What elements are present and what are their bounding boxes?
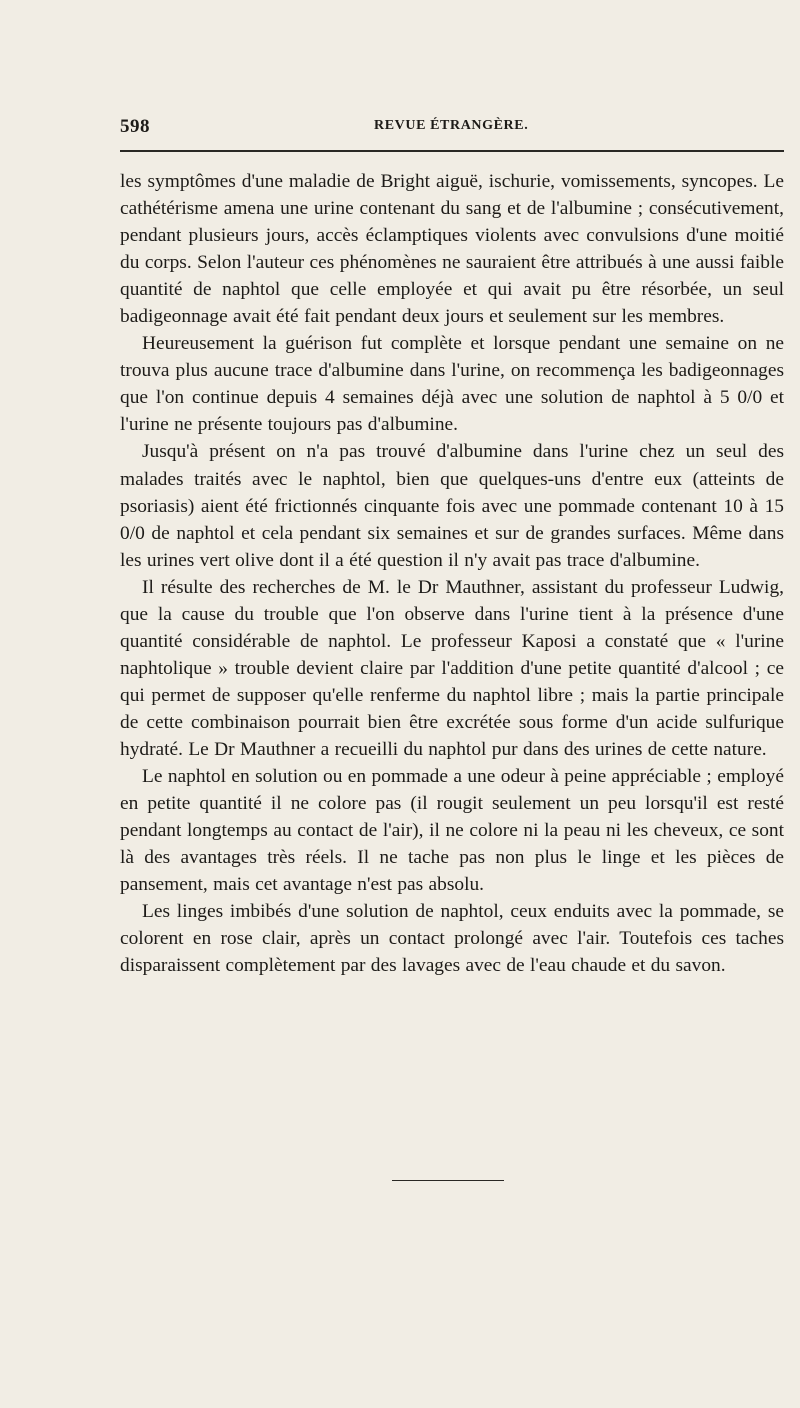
paragraph-mauthner-research: Il résulte des recherches de M. le Dr Mauthner, assistant du professeur Ludwig, que la cause du trouble que l'on observe dans l'urine tient à la présence d'une quantité considérable de naphtol. Le professeur Kaposi a constaté que « l'urine naphtolique » trouble devient claire par l'addition d'une petite quantité d'alcool ; ce qui permet de supposer qu'elle renferme du naphtol libre ; mais la partie principale de cette combinaison pourrait bien être excrétée sous forme d'un acide sulfurique hydraté. Le Dr Mauthner a recueilli du naphtol pur dans des urines de cette nature. [120, 576, 784, 760]
running-title: REVUE ÉTRANGÈRE. [374, 118, 529, 133]
section-end-rule [392, 1180, 504, 1181]
page-number: 598 [120, 116, 150, 137]
header-rule [120, 150, 784, 152]
paragraph-linen-stains: Les linges imbibés d'une solution de naphtol, ceux enduits avec la pommade, se colorent en rose clair, après un contact prolongé avec l'air. Toutefois ces taches disparaissent complètement par des lavages avec de l'eau chaude et du savon. [120, 901, 784, 977]
paragraph-continuation: les symptômes d'une maladie de Bright aiguë, ischurie, vomissements, syncopes. Le cathétérisme amena une urine contenant du sang et de l'albumine ; consécutivement, pendant plusieurs jours, accès éclamptiques violents avec convulsions d'une moitié du corps. Selon l'auteur ces phénomènes ne sauraient être attribués à une aussi faible quantité de naphtol que celle employée et qui avait pu être résorbée, un seul badigeonnage avait été fait pendant deux jours et seulement sur les membres. [120, 171, 784, 328]
body-text [120, 168, 784, 979]
page-header [120, 116, 784, 140]
paragraph-recovery: Heureusement la guérison fut complète et lorsque pendant une semaine on ne trouva plus aucune trace d'albumine dans l'urine, on recommença les badigeonnages que l'on continue depuis 4 semaines déjà avec une solution de naphtol à 5 0/0 et l'urine ne présente toujours pas d'albumine. [120, 333, 784, 436]
paragraph-no-albumin: Jusqu'à présent on n'a pas trouvé d'albumine dans l'urine chez un seul des malades traités avec le naphtol, bien que quelques-uns d'entre eux (atteints de psoriasis) aient été frictionnés cinquante fois avec une pommade contenant 10 à 15 0/0 de naphtol et cela pendant six semaines et sur de grandes surfaces. Même dans les urines vert olive dont il a été question il n'y avait pas trace d'albumine. [120, 441, 784, 571]
paragraph-odor-color: Le naphtol en solution ou en pommade a une odeur à peine appréciable ; employé en petite quantité il ne colore pas (il rougit seulement un peu lorsqu'il est resté pendant longtemps au contact de l'air), il ne colore ni la peau ni les cheveux, ce sont là des avantages très réels. Il ne tache pas non plus le linge et les pièces de pansement, mais cet avantage n'est pas absolu. [120, 766, 784, 896]
